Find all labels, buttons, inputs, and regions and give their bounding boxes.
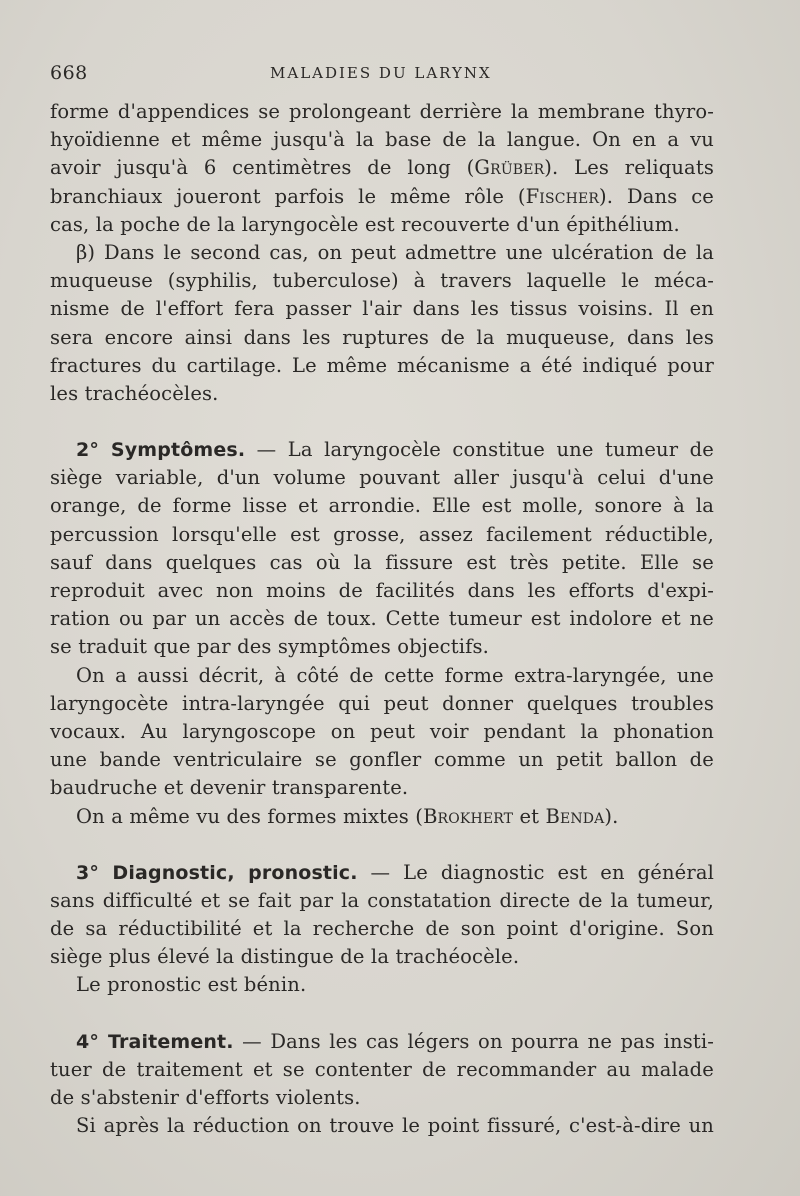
text-line: une bande ventriculaire se gonfler comme un petit ballon de <box>50 748 714 772</box>
author-fischer: Fischer <box>525 184 600 208</box>
author-brokhert: Brokhert <box>423 804 514 828</box>
author-gruber: Grüber <box>474 156 545 180</box>
text-line: 4° Traitement. — Dans les cas légers on pourra ne pas insti- <box>76 1029 714 1053</box>
text-line: reproduit avec non moins de facilités dans les efforts d'expi- <box>50 579 714 602</box>
section-heading-diagnostic: 3° Diagnostic, pronostic. <box>76 861 358 884</box>
text-line: percussion lorsqu'elle est grosse, assez facilement réductible, <box>50 522 714 546</box>
text-line: branchiaux joueront parfois le même rôle (Fischer). Dans ce <box>50 184 714 208</box>
section-symptomes <box>50 436 714 662</box>
text-line: fractures du cartilage. Le même mécanisme a été indiqué pour <box>50 353 714 377</box>
section-heading-traitement: 4° Traitement. <box>76 1030 234 1053</box>
text-line: nisme de l'effort fera passer l'air dans les tissus voisins. Il en <box>50 297 714 321</box>
paragraph-formes-mixtes <box>50 803 714 831</box>
text-line: siège variable, d'un volume pouvant aller jusqu'à celui d'une <box>50 466 714 490</box>
text-line: On a aussi décrit, à côté de cette forme extra-laryngée, une <box>76 663 714 687</box>
text-line: orange, de forme lisse et arrondie. Elle est molle, sonore à la <box>50 494 714 518</box>
text-line: sans difficulté et se fait par la constatation directe de la tumeur, <box>50 888 714 912</box>
author-benda: Benda <box>545 804 605 828</box>
text-line: de s'abstenir d'efforts violents. <box>50 1086 361 1109</box>
paragraph-beta <box>50 239 714 408</box>
text-line: 2° Symptômes. — La laryngocèle constitue une tumeur de <box>76 438 714 462</box>
text-line: avoir jusqu'à 6 centimètres de long (Grüber). Les reliquats <box>50 156 714 180</box>
text-line: forme d'appendices se prolongeant derrière la membrane thyro- <box>50 100 714 123</box>
text-line: laryngocète intra-laryngée qui peut donner quelques troubles <box>50 691 714 715</box>
section-heading-symptomes: 2° Symptômes. <box>76 439 246 462</box>
text-line: hyoïdienne et même jusqu'à la base de la langue. On en a vu <box>50 128 714 152</box>
page-header <box>50 62 714 86</box>
text-line: On a même vu des formes mixtes (Brokhert et Benda). <box>76 804 619 828</box>
section-traitement <box>50 1028 714 1141</box>
text-line: baudruche et devenir transparente. <box>50 776 409 800</box>
text-line: sera encore ainsi dans les ruptures de la muqueuse, dans les <box>50 325 714 349</box>
paragraph-intra-laryngee <box>50 662 714 803</box>
page-number: 668 <box>50 62 88 84</box>
text-line: les trachéocèles. <box>50 381 219 405</box>
body-text <box>50 98 714 1140</box>
text-line: sauf dans quelques cas où la fissure est très petite. Elle se <box>50 550 714 574</box>
text-line: de sa réductibilité et la recherche de son point d'origine. Son <box>50 917 714 941</box>
text-line: β) Dans le second cas, on peut admettre une ulcération de la <box>76 240 714 264</box>
text-line: ration ou par un accès de toux. Cette tumeur est indolore et ne <box>50 607 714 631</box>
text-line: vocaux. Au laryngoscope on peut voir pendant la phonation <box>50 719 714 743</box>
text-line: Si après la réduction on trouve le point fissuré, c'est-à-dire un <box>76 1114 714 1138</box>
text-line: cas, la poche de la laryngocèle est recouverte d'un épithélium. <box>50 212 680 236</box>
text-line: se traduit que par des symptômes objectifs. <box>50 635 489 659</box>
text-line: siège plus élevé la distingue de la trachéocèle. <box>50 945 520 969</box>
running-title: MALADIES DU LARYNX <box>270 64 492 82</box>
text-line: tuer de traitement et se contenter de recommander au malade <box>50 1057 714 1081</box>
paragraph-etiology-end <box>50 98 714 239</box>
section-diagnostic <box>50 859 714 1000</box>
text-line: muqueuse (syphilis, tuberculose) à travers laquelle le méca- <box>50 269 714 293</box>
text-line: Le pronostic est bénin. <box>76 973 307 997</box>
text-line: 3° Diagnostic, pronostic. — Le diagnostic est en général <box>76 860 715 884</box>
